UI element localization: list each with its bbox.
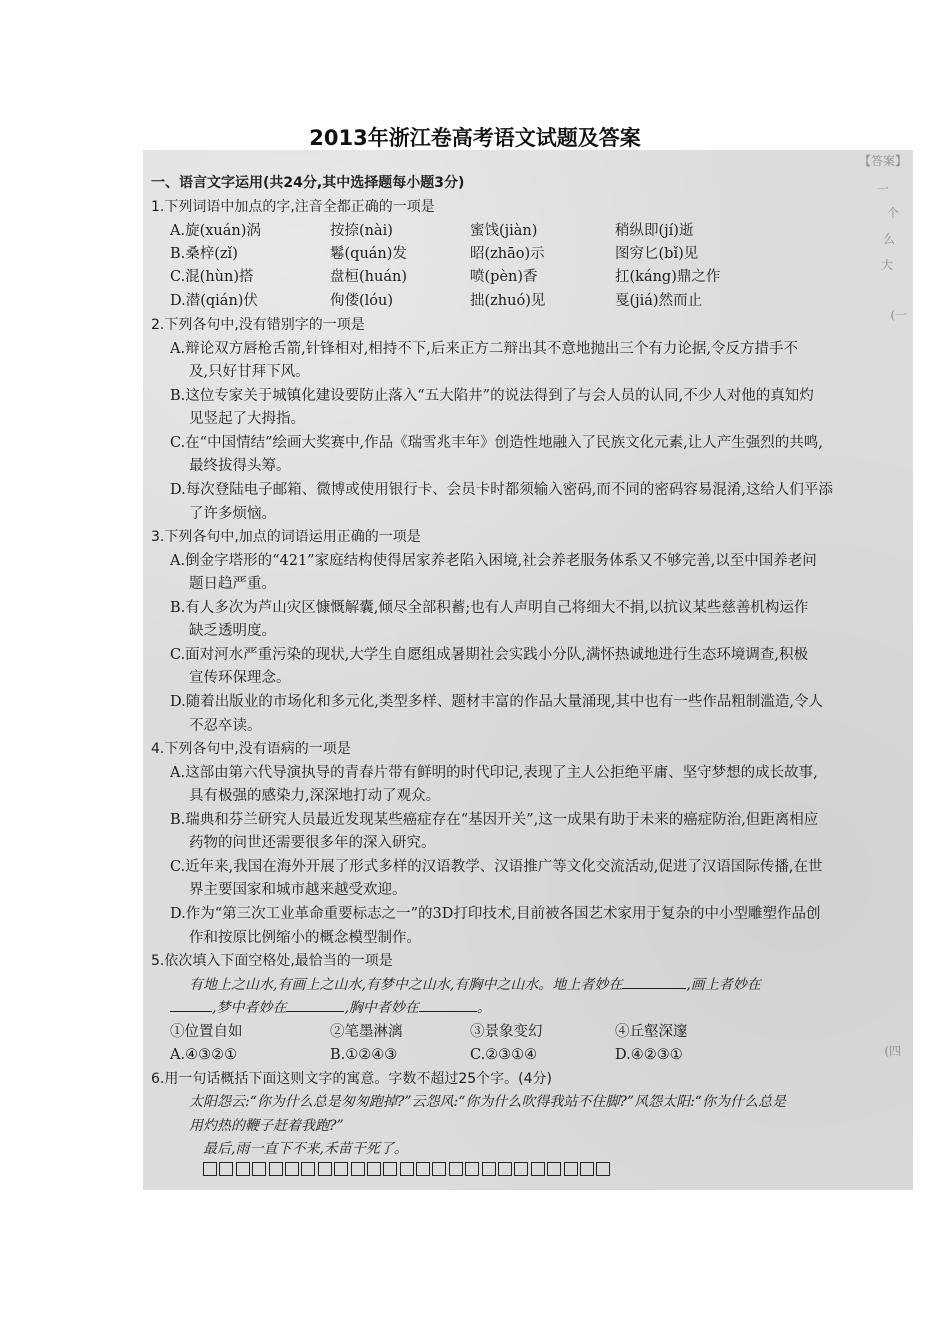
- question-6-stem: 6.用一句话概括下面这则文字的寓意。字数不超过25个字。(4分): [151, 1071, 553, 1087]
- passage-text: 。: [476, 1000, 491, 1016]
- scanned-exam-page: [143, 150, 913, 1190]
- option-line: 最终拔得头筹。: [189, 458, 291, 474]
- option-line: B.瑞典和芬兰研究人员最近发现某些癌症存在“基因开关”,这一成果有助于未来的癌症防治,但距离相应: [170, 812, 819, 828]
- phrase-option: ①位置自如: [170, 1024, 243, 1040]
- answer-box[interactable]: [203, 1162, 217, 1176]
- answer-box[interactable]: [465, 1162, 479, 1176]
- option-cell: 昭(zhāo)示: [470, 246, 545, 262]
- question-3-stem: 3.下列各句中,加点的词语运用正确的一项是: [151, 529, 421, 545]
- answer-box[interactable]: [514, 1162, 528, 1176]
- fill-blank: [419, 997, 477, 1012]
- answer-box[interactable]: [596, 1162, 610, 1176]
- question-4-stem: 4.下列各句中,没有语病的一项是: [151, 741, 351, 757]
- fill-blank: [622, 974, 686, 989]
- answer-box[interactable]: [580, 1162, 594, 1176]
- question-1-row-c: [170, 266, 907, 288]
- answer-box[interactable]: [252, 1162, 266, 1176]
- option-line: 具有极强的感染力,深深地打动了观众。: [189, 788, 441, 804]
- phrase-option: ②笔墨淋漓: [330, 1024, 403, 1040]
- option-line: A.倒金字塔形的“421”家庭结构使得居家养老陷入困境,社会养老服务体系又不够完善,以至中国养老问: [170, 553, 817, 569]
- option-cell: 盘桓(huán): [330, 269, 407, 285]
- bleed-text: 大: [880, 258, 893, 272]
- passage-line: [189, 974, 907, 996]
- answer-box[interactable]: [449, 1162, 463, 1176]
- passage-text: ,梦中者妙在: [212, 1000, 287, 1016]
- option-line: 及,只好甘拜下风。: [189, 364, 310, 380]
- section-heading: 一、语言文字运用(共24分,其中选择题每小题3分): [151, 175, 465, 191]
- answer-boxes[interactable]: [203, 1158, 613, 1178]
- option-cell: 喷(pèn)香: [470, 269, 538, 285]
- option-cell: 戛(jiá)然而止: [615, 293, 703, 309]
- question-5-phrases: [170, 1021, 907, 1043]
- passage-text: ,画上者妙在: [686, 977, 761, 993]
- option-line: 作和按原比例缩小的概念模型制作。: [189, 930, 421, 946]
- answer-option: B.①②④③: [330, 1047, 398, 1063]
- option-line: C.近年来,我国在海外开展了形式多样的汉语教学、汉语推广等文化交流活动,促进了汉语国际传播,在世: [170, 859, 823, 875]
- option-cell: C.混(hùn)搭: [170, 269, 254, 285]
- answer-box[interactable]: [236, 1162, 250, 1176]
- bleed-text: (一: [890, 308, 907, 322]
- answer-box[interactable]: [301, 1162, 315, 1176]
- answer-box[interactable]: [498, 1162, 512, 1176]
- passage-line: [170, 997, 907, 1019]
- option-cell: 蜜饯(jiàn): [470, 223, 538, 239]
- answer-box[interactable]: [416, 1162, 430, 1176]
- bleed-text: 个: [886, 206, 899, 220]
- answer-box[interactable]: [564, 1162, 578, 1176]
- answer-option: D.④②③①: [615, 1047, 683, 1063]
- option-line: C.在“中国情结”绘画大奖赛中,作品《瑞雪兆丰年》创造性地融入了民族文化元素,让人产生强烈的共鸣,: [170, 435, 823, 451]
- passage-line: 太阳怨云:“你为什么总是匆匆跑掉?”云怨风:“你为什么吹得我站不住脚?”风怨太阳:“你为什么总是: [189, 1094, 786, 1110]
- option-line: 了许多烦恼。: [189, 506, 276, 522]
- question-1-stem: 1.下列词语中加点的字,注音全都正确的一项是: [151, 199, 435, 215]
- option-line: 不忍卒读。: [189, 718, 262, 734]
- answer-box[interactable]: [547, 1162, 561, 1176]
- bleed-text: 【答案】: [858, 154, 907, 168]
- answer-box[interactable]: [432, 1162, 446, 1176]
- bleed-text: 一: [876, 182, 889, 196]
- question-1-row-d: [170, 290, 907, 312]
- answer-box[interactable]: [351, 1162, 365, 1176]
- option-line: D.每次登陆电子邮箱、微博或使用银行卡、会员卡时都须输入密码,而不同的密码容易混淆,这给人们平添: [170, 482, 833, 498]
- option-line: 缺乏透明度。: [189, 623, 276, 639]
- passage-text: 有地上之山水,有画上之山水,有梦中之山水,有胸中之山水。地上者妙在: [189, 977, 623, 993]
- question-1-row-a: [170, 220, 907, 242]
- answer-box[interactable]: [219, 1162, 233, 1176]
- option-line: 宣传环保理念。: [189, 670, 291, 686]
- bleed-text: 么: [882, 232, 895, 246]
- answer-box[interactable]: [269, 1162, 283, 1176]
- passage-text: ,胸中者妙在: [344, 1000, 419, 1016]
- answer-option: C.②③①④: [470, 1047, 538, 1063]
- option-cell: A.旋(xuán)涡: [170, 223, 261, 239]
- page-title: 2013年浙江卷高考语文试题及答案: [309, 126, 641, 150]
- option-line: B.有人多次为芦山灾区慷慨解囊,倾尽全部积蓄;也有人声明自己将细大不捐,以抗议某些慈善机构运作: [170, 600, 809, 616]
- option-line: A.辩论双方唇枪舌箭,针锋相对,相持不下,后来正方二辩出其不意地抛出三个有力论据,令反方措手不: [170, 341, 799, 357]
- option-line: 见竖起了大拇指。: [189, 411, 305, 427]
- option-line: 药物的问世还需要很多年的深入研究。: [189, 835, 436, 851]
- phrase-option: ④丘壑深邃: [615, 1024, 688, 1040]
- answer-box[interactable]: [531, 1162, 545, 1176]
- fill-blank: [170, 997, 212, 1012]
- option-line: C.面对河水严重污染的现状,大学生自愿组成暑期社会实践小分队,满怀热诚地进行生态环境调查,积极: [170, 647, 809, 663]
- question-2-stem: 2.下列各句中,没有错别字的一项是: [151, 317, 365, 333]
- question-5-stem: 5.依次填入下面空格处,最恰当的一项是: [151, 953, 393, 969]
- option-line: B.这位专家关于城镇化建设要防止落入“五大陷井”的说法得到了与会人员的认同,不少人对他的真知灼: [170, 388, 814, 404]
- option-line: D.随着出版业的市场化和多元化,类型多样、题材丰富的作品大量涌现,其中也有一些作品粗制滥造,令人: [170, 694, 824, 710]
- bleed-text: (四: [884, 1044, 901, 1058]
- answer-option: A.④③②①: [170, 1047, 238, 1063]
- answer-box[interactable]: [400, 1162, 414, 1176]
- option-cell: 佝偻(lóu): [330, 293, 394, 309]
- answer-box[interactable]: [334, 1162, 348, 1176]
- answer-box[interactable]: [367, 1162, 381, 1176]
- option-cell: 图穷匕(bǐ)见: [615, 246, 699, 262]
- option-line: 题日趋严重。: [189, 576, 276, 592]
- option-cell: 扛(káng)鼎之作: [615, 269, 721, 285]
- option-cell: 拙(zhuó)见: [470, 293, 546, 309]
- fill-blank: [286, 997, 344, 1012]
- answer-box[interactable]: [285, 1162, 299, 1176]
- option-cell: 稍纵即(jí)逝: [615, 223, 694, 239]
- question-5-answers: [170, 1044, 907, 1066]
- answer-box[interactable]: [482, 1162, 496, 1176]
- passage-line: 最后,雨一直下不来,禾苗干死了。: [203, 1141, 408, 1157]
- option-line: A.这部由第六代导演执导的青春片带有鲜明的时代印记,表现了主人公拒绝平庸、坚守梦想的成长故事,: [170, 765, 818, 781]
- option-line: D.作为“第三次工业革命重要标志之一”的3D打印技术,目前被各国艺术家用于复杂的中小型雕塑作品创: [170, 906, 821, 922]
- option-cell: D.潜(qián)伏: [170, 293, 258, 309]
- option-line: 界主要国家和城市越来越受欢迎。: [189, 882, 407, 898]
- question-1-row-b: [170, 243, 907, 265]
- passage-line: 用灼热的鞭子赶着我跑?”: [189, 1118, 344, 1134]
- option-cell: 鬈(quán)发: [330, 246, 407, 262]
- answer-box[interactable]: [318, 1162, 332, 1176]
- answer-box[interactable]: [383, 1162, 397, 1176]
- option-cell: B.桑梓(zǐ): [170, 246, 238, 262]
- phrase-option: ③景象变幻: [470, 1024, 543, 1040]
- option-cell: 按捺(nài): [330, 223, 393, 239]
